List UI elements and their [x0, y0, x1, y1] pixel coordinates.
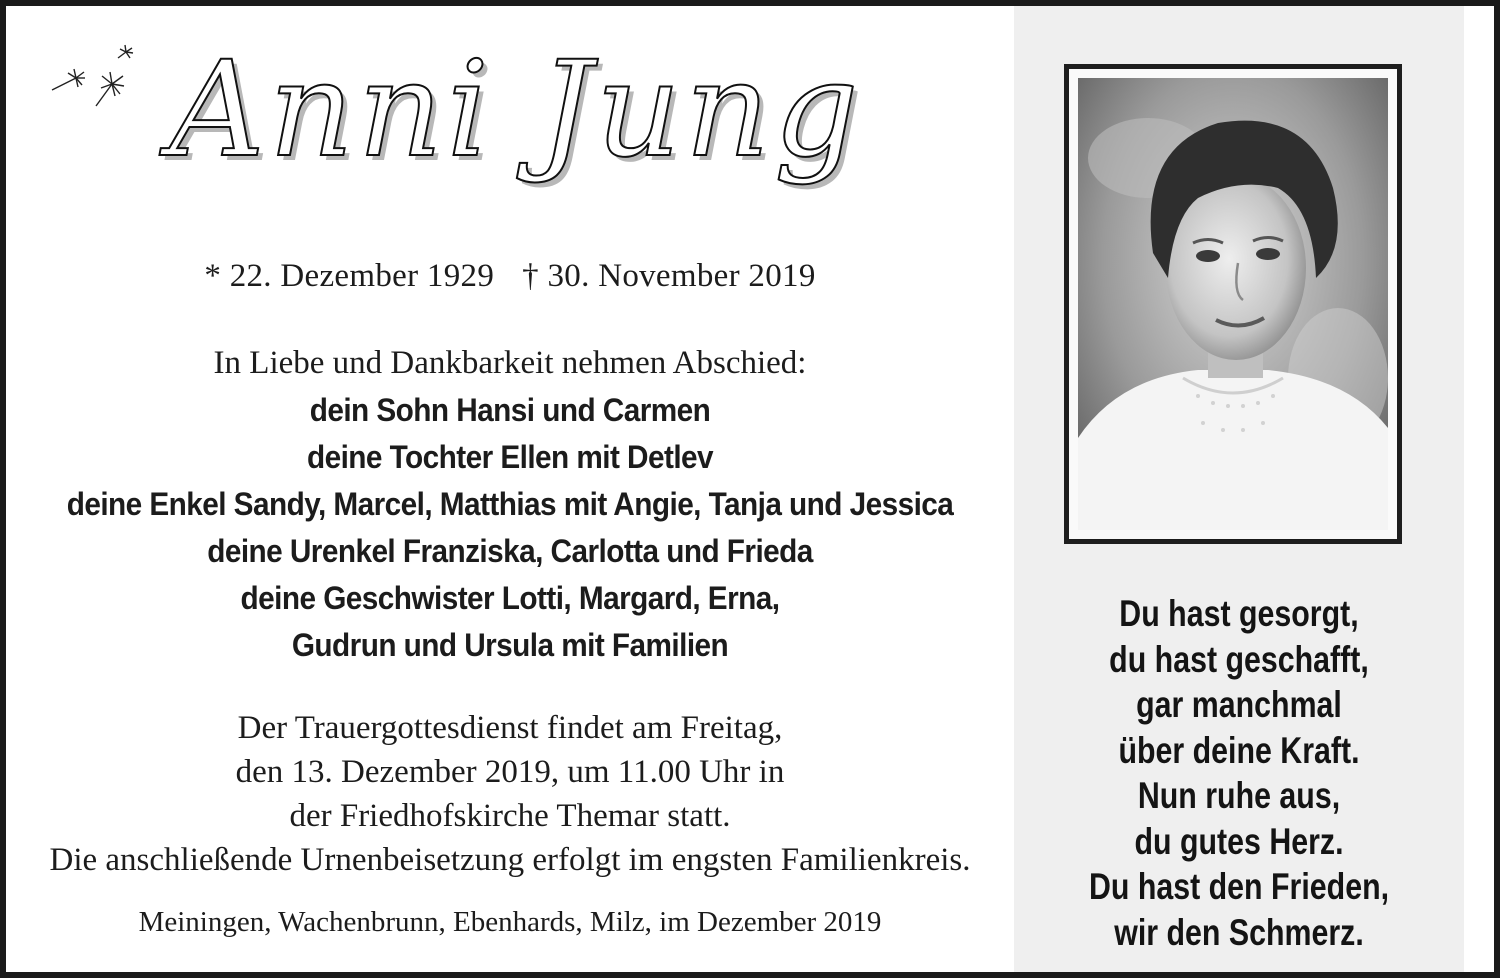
- poem-line: wir den Schmerz.: [1114, 911, 1364, 953]
- portrait-photo: [1078, 78, 1388, 530]
- family-line: deine Tochter Ellen mit Detlev: [306, 439, 714, 475]
- service-line: den 13. Dezember 2019, um 11.00 Uhr in: [235, 754, 785, 790]
- family-line: deine Urenkel Franziska, Carlotta und Frieda: [207, 533, 813, 569]
- farewell-block: [6, 340, 1014, 669]
- family-line: Gudrun und Ursula mit Familien: [291, 627, 729, 663]
- life-dates: [6, 258, 1014, 295]
- birth-date: * 22. Dezember 1929: [204, 258, 495, 294]
- family-line: deine Geschwister Lotti, Margard, Erna,: [240, 580, 780, 616]
- poem-line: Du hast gesorgt,: [1119, 593, 1359, 634]
- death-date: † 30. November 2019: [522, 258, 816, 294]
- poem-line: Nun ruhe aus,: [1137, 775, 1341, 816]
- service-line: der Friedhofskirche Themar statt.: [289, 798, 731, 834]
- poem-line: Du hast den Frieden,: [1088, 866, 1390, 907]
- poem-line: du hast geschafft,: [1109, 638, 1369, 680]
- memorial-poem: [1014, 591, 1464, 955]
- service-line: Die anschließende Urnenbeisetzung erfolgt im engsten Familienkreis.: [49, 842, 971, 878]
- dandelion-seeds-icon: [46, 42, 146, 112]
- poem-line: du gutes Herz.: [1134, 820, 1344, 862]
- notice-side-column: [1014, 6, 1464, 972]
- service-line: Der Trauergottesdienst findet am Freitag,: [237, 710, 783, 746]
- poem-line: gar manchmal: [1136, 684, 1342, 725]
- deceased-name: Anni Jung: [169, 33, 863, 187]
- family-line: dein Sohn Hansi und Carmen: [309, 392, 711, 428]
- poem-line: über deine Kraft.: [1118, 729, 1360, 771]
- family-line: deine Enkel Sandy, Marcel, Matthias mit Angie, Tanja und Jessica: [66, 486, 954, 522]
- farewell-intro: In Liebe und Dankbarkeit nehmen Abschied:: [213, 345, 807, 381]
- service-info: [6, 706, 1014, 882]
- place-and-date: Meiningen, Wachenbrunn, Ebenhards, Milz, im Dezember 2019: [138, 906, 882, 938]
- portrait-frame: [1064, 64, 1402, 544]
- notice-main-column: [6, 6, 1014, 972]
